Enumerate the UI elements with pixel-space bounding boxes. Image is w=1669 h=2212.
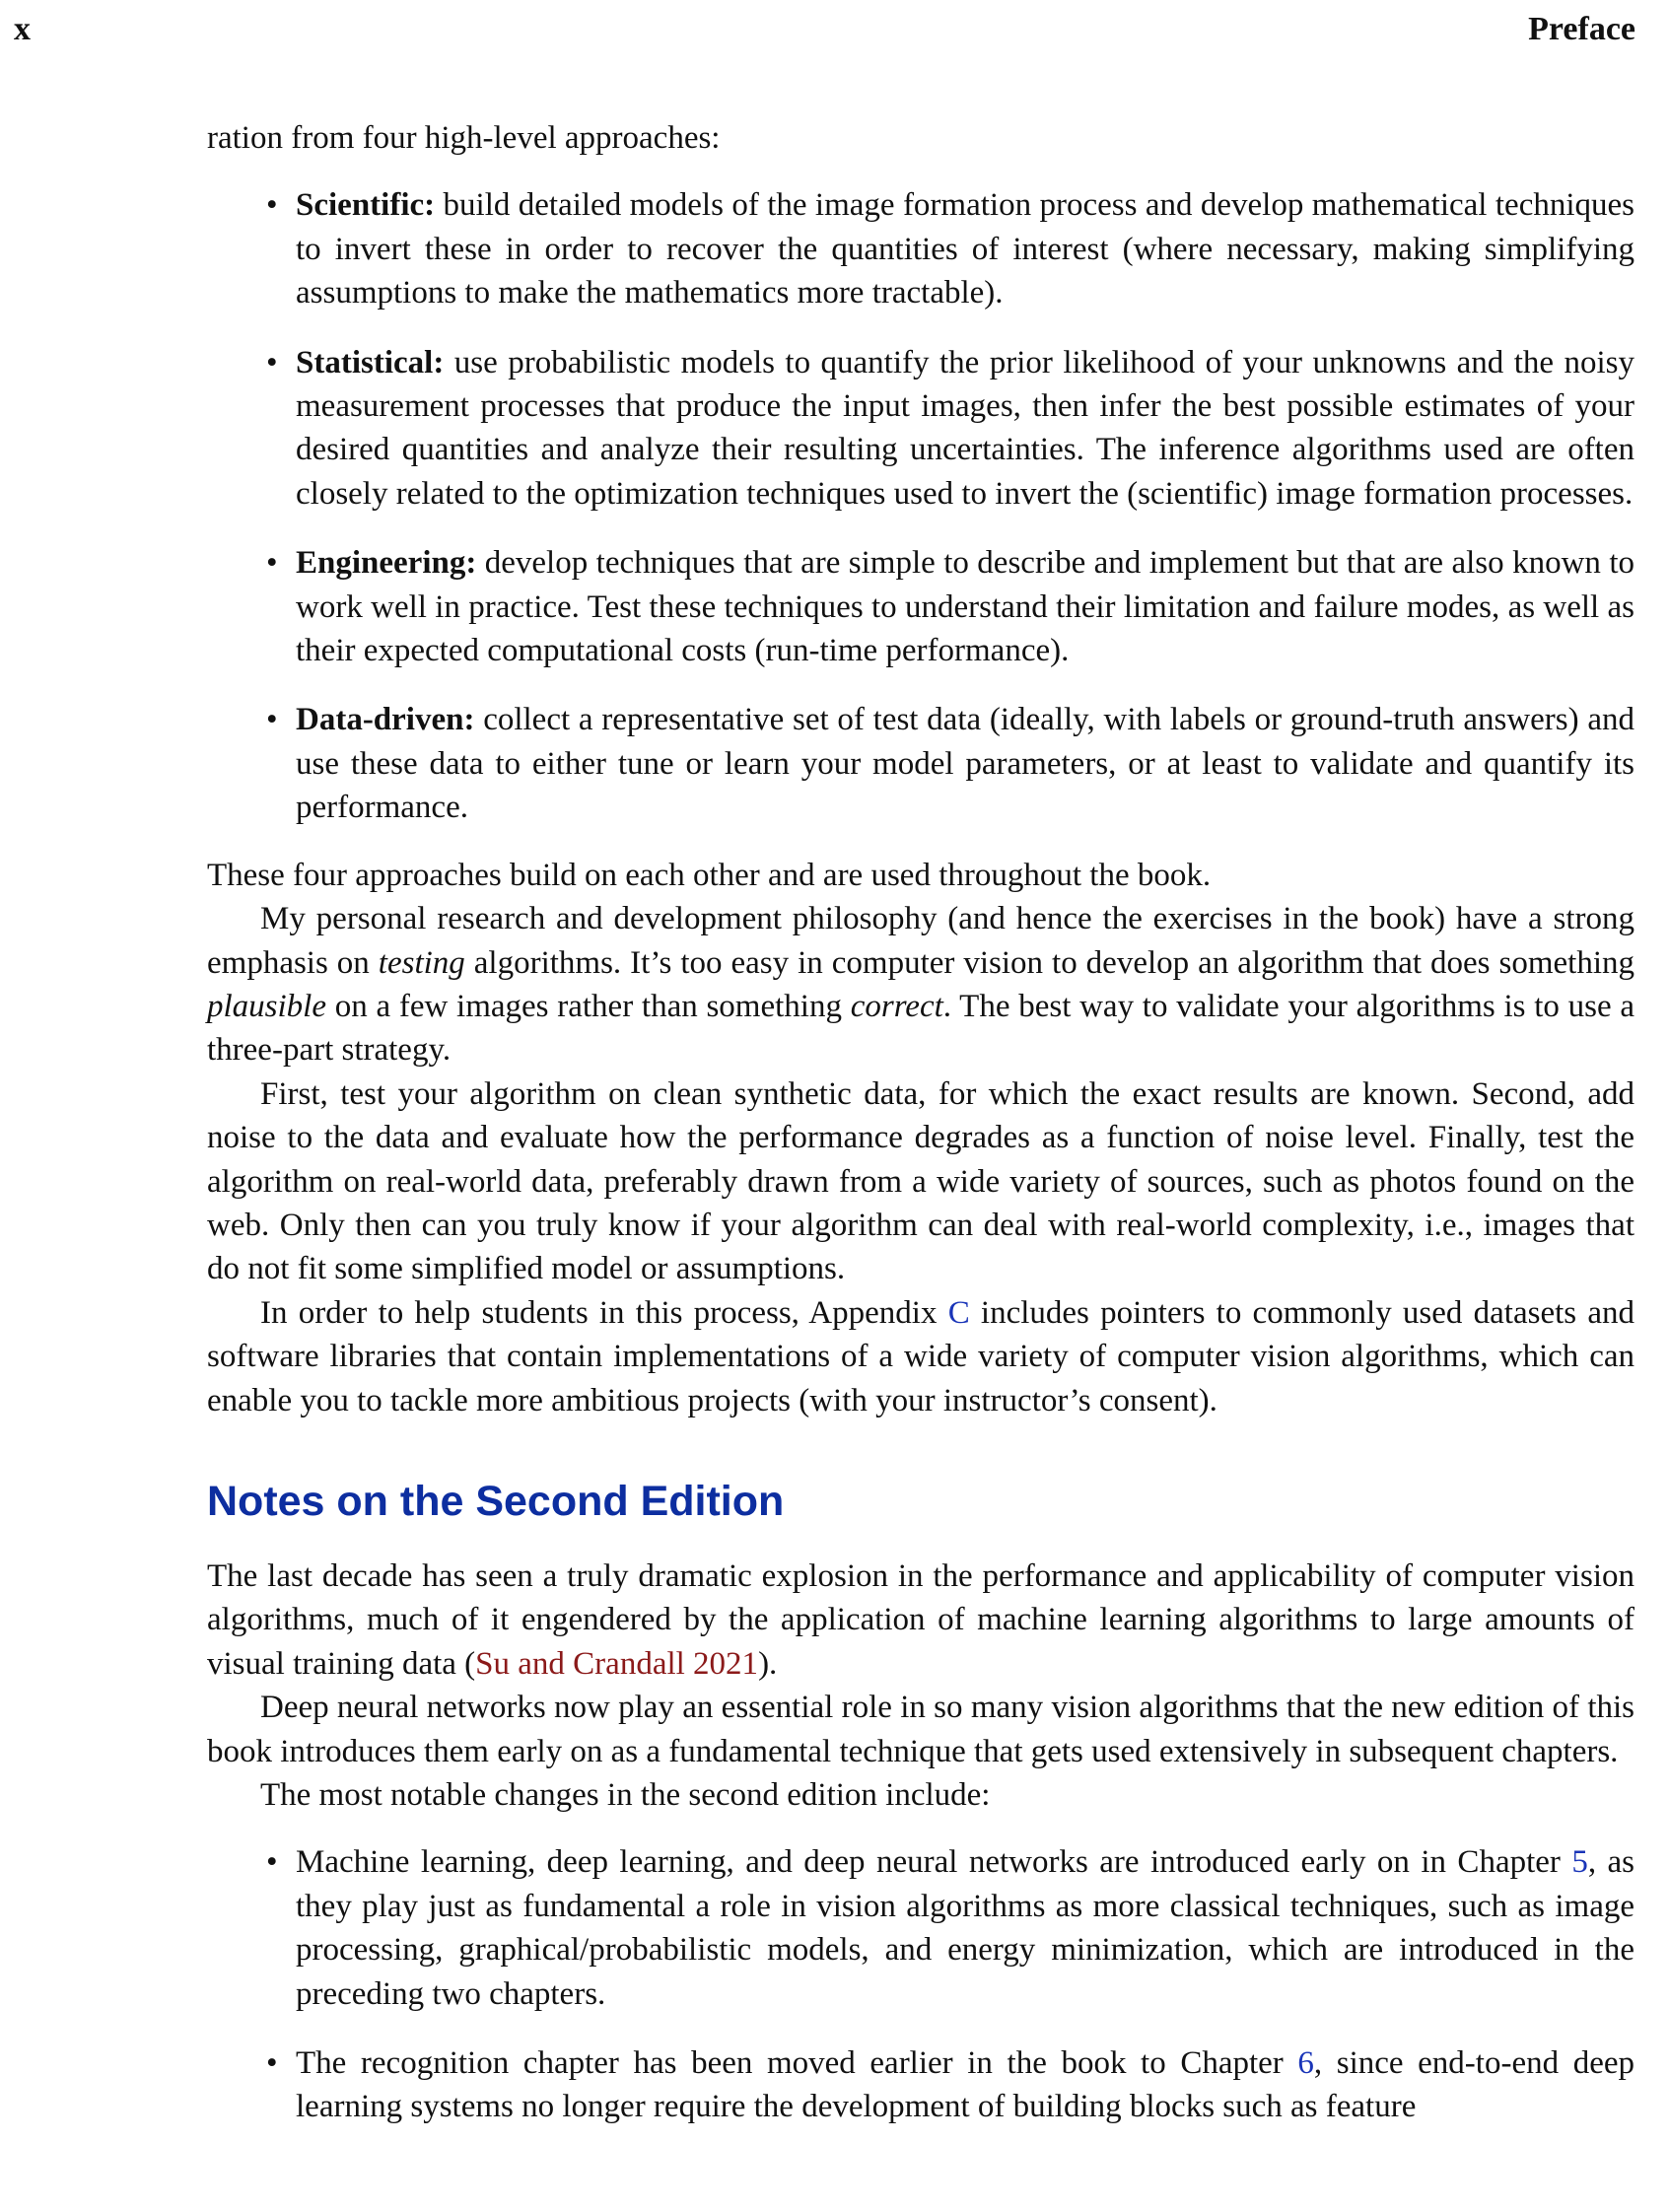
chapter-6-link[interactable]: 6 bbox=[1297, 2045, 1314, 2082]
approaches-list bbox=[207, 183, 1634, 829]
section-heading: Notes on the Second Edition bbox=[207, 1477, 785, 1525]
approach-text: collect a representative set of test data (ideally, with labels or ground-truth answers) and use these data to either tune or learn your model parameters, or at least to validate and quantify its performance. bbox=[296, 702, 1634, 826]
paragraph-approaches-summary: These four approaches build on each other and are used throughout the book. bbox=[207, 857, 1212, 893]
page-body bbox=[207, 116, 1634, 2153]
page-number: x bbox=[14, 11, 31, 47]
bullet-icon: • bbox=[266, 545, 278, 582]
bullet-icon: • bbox=[266, 187, 278, 224]
approach-term: Data-driven: bbox=[296, 702, 475, 738]
bullet-icon: • bbox=[266, 2045, 278, 2082]
appendix-c-link[interactable]: C bbox=[947, 1294, 970, 1331]
running-title: Preface bbox=[1528, 11, 1635, 47]
bullet-icon: • bbox=[266, 1844, 278, 1881]
approach-term: Statistical: bbox=[296, 344, 445, 380]
approach-text: build detailed models of the image formation process and develop mathematical techniques to invert these in order to recover the quantities of interest (where necessary, making simplifying assumptions to make the mathematics more tractable). bbox=[296, 187, 1634, 311]
paragraph-philosophy: My personal research and development philosophy (and hence the exercises in the book) have a strong emphasis on testing algorithms. It’s too easy in computer vision to develop an algorithm that does something plausible on a few images rather than something correct. The best way to validate your algorithms is to use a three-part strategy. bbox=[207, 901, 1634, 1069]
paragraph-deep-networks: Deep neural networks now play an essential role in so many vision algorithms that the new edition of this book introduces them early on as a fundamental technique that gets used extensively in subsequent chapters. bbox=[207, 1690, 1634, 1769]
approach-term: Engineering: bbox=[296, 545, 477, 582]
bullet-icon: • bbox=[266, 702, 278, 738]
intro-line: ration from four high-level approaches: bbox=[207, 120, 721, 156]
list-item-data-driven bbox=[207, 698, 1634, 829]
list-item-engineering bbox=[207, 541, 1634, 672]
approach-text: develop techniques that are simple to describe and implement but that are also known to work well in practice. Test these techniques to understand their limitation and failure modes, as well as their expected computational costs (run-time performance). bbox=[296, 545, 1634, 669]
paragraph-appendix: In order to help students in this process, Appendix C includes pointers to commonly used datasets and software libraries that contain implementations of a wide variety of computer vision algorithms, which can enable you to tackle more ambitious projects (with your instructor’s consent). bbox=[207, 1294, 1634, 1418]
changes-list bbox=[207, 1840, 1634, 2128]
list-item-statistical bbox=[207, 341, 1634, 517]
emphasis-plausible: plausible bbox=[207, 988, 326, 1024]
emphasis-correct: correct bbox=[850, 988, 943, 1024]
bullet-icon: • bbox=[266, 344, 278, 380]
paragraph-strategy: First, test your algorithm on clean synthetic data, for which the exact results are known. Second, add noise to the data and evaluate how the performance degrades as a function of noise level. Finally, test the algorithm on real-world data, preferably drawn from a wide variety of sources, such as photos found on the web. Only then can you truly know if your algorithm can deal with real-world complexity, i.e., images that do not fit some simplified model or assumptions. bbox=[207, 1075, 1634, 1287]
running-header bbox=[14, 8, 1635, 51]
emphasis-testing: testing bbox=[378, 944, 465, 981]
approach-text: use probabilistic models to quantify the prior likelihood of your unknowns and the noisy measurement processes that produce the input images, then infer the best possible estimates of your desired quantities and analyze their resulting uncertainties. The inference algorithms used are often closely related to the optimization techniques used to invert the (scientific) image formation processes. bbox=[296, 344, 1634, 512]
citation-link[interactable]: Su and Crandall 2021 bbox=[475, 1645, 759, 1682]
list-item-change-ml: • Machine learning, deep learning, and deep neural networks are introduced early on in Chapter 5, as they play just as fundamental a role in vision algorithms as more classical techniques, such as image processing, graphical/probabilistic models, and energy minimization, which are introduced in the preceding two chapters. bbox=[207, 1840, 1634, 2016]
list-item-scientific bbox=[207, 183, 1634, 314]
list-item-change-recognition: • The recognition chapter has been moved earlier in the book to Chapter 6, since end-to-end deep learning systems no longer require the development of building blocks such as feature bbox=[207, 2041, 1634, 2129]
paragraph-changes-intro: The most notable changes in the second edition include: bbox=[260, 1777, 991, 1813]
approach-term: Scientific: bbox=[296, 187, 436, 224]
paragraph-decade: The last decade has seen a truly dramatic explosion in the performance and applicability of computer vision algorithms, much of it engendered by the application of machine learning algorithms to large amounts of visual training data (Su and Crandall 2021). bbox=[207, 1557, 1634, 1682]
chapter-5-link[interactable]: 5 bbox=[1571, 1844, 1588, 1881]
